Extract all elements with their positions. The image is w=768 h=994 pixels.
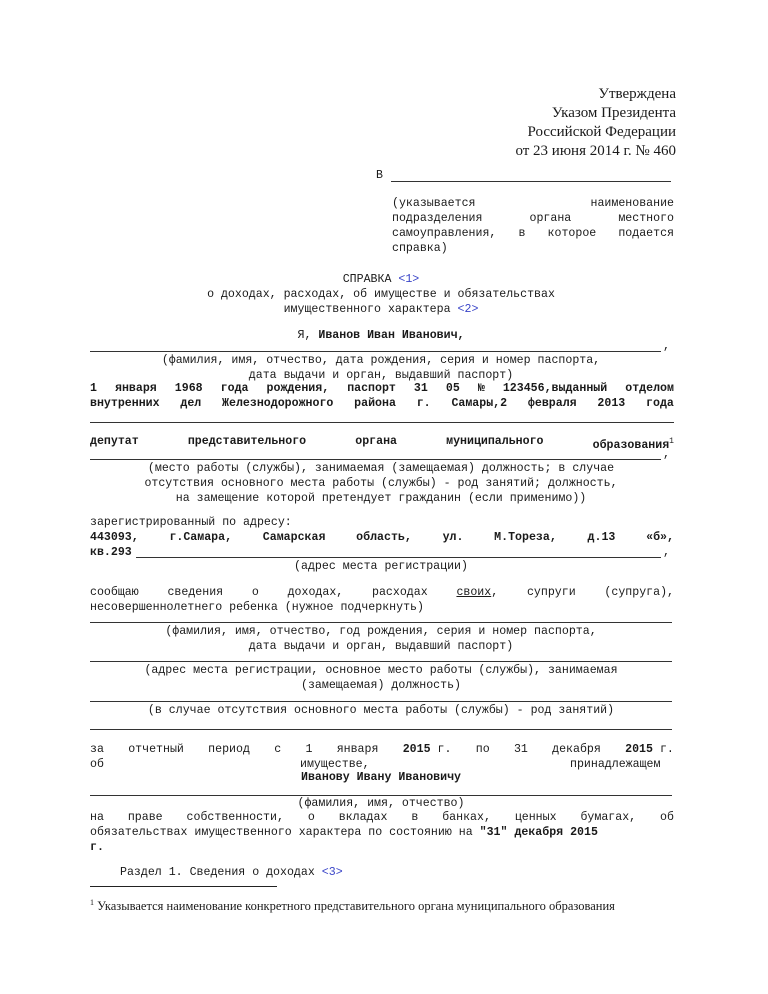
position-hint: (место работы (службы), занимаемая (замещаемая) должность; в случае отсутствия основного места работы (службы) - род занятий; должность, на замещение которой претендует гражданин (если применимо)) <box>144 462 618 505</box>
address-hint: (адрес места регистрации) <box>294 560 468 573</box>
section-1-heading: Раздел 1. Сведения о доходах <3> <box>120 866 343 879</box>
footnote-separator <box>90 886 277 887</box>
period-property: имуществе, <box>300 758 370 771</box>
address-line: 443093, г.Самара, Самарская область, ул. М.Тореза, д.13 «б», <box>90 531 674 544</box>
report-line-1: сообщаю сведения о доходах, расходах своих, супруги (супруга), <box>90 586 674 599</box>
report-date-day: "31" <box>479 826 508 839</box>
document-title <box>90 272 672 317</box>
footnote-ref-sup: 1 <box>669 437 674 446</box>
report-line-c <box>90 701 672 702</box>
ownership-line-b: обязательствах имущественного характера по состоянию на "31" декабря 2015 <box>90 826 598 839</box>
report-line-2: несовершеннолетнего ребенка (нужное подчеркнуть) <box>90 601 424 614</box>
approval-line-2: Указом Президента <box>551 105 676 121</box>
own-underlined: своих <box>456 586 492 599</box>
recipient-line <box>391 181 671 182</box>
title-ref-1-link[interactable]: <1> <box>398 273 420 286</box>
position-line: депутат представительного органа муниципального образования$^1$ <box>90 435 674 452</box>
owner-name: Иванову Ивану Ивановичу <box>300 771 462 784</box>
footnote-text: Указывается наименование конкретного представительного органа муниципального образования <box>97 899 615 914</box>
report-date-rest: декабря 2015 <box>514 826 598 839</box>
person-comma: , <box>663 340 670 353</box>
person-issue-line: внутренних дел Железнодорожного района г. Самары,2 февраля 2013 года <box>90 397 674 410</box>
address-label: зарегистрированный по адресу: <box>90 516 292 529</box>
person-hint: (фамилия, имя, отчество, дата рождения, серия и номер паспорта, дата выдачи и орган, выдавший паспорт) <box>161 354 601 382</box>
approval-block <box>376 85 676 161</box>
title-line-2: о доходах, расходах, об имуществе и обязательствах <box>207 288 555 301</box>
title-word: СПРАВКА <box>342 273 392 286</box>
person-name-line: Я, Иванов Иван Иванович, <box>297 329 465 342</box>
approval-line-3: Российской Федерации <box>527 124 676 140</box>
person-name: Иванов Иван Иванович, <box>318 329 465 342</box>
recipient-prefix: В <box>376 169 383 182</box>
section-ref-3-link[interactable]: <3> <box>321 866 343 879</box>
person-birth-line: 1 января 1968 года рождения, паспорт 31 05 № 123456,выданный отделом <box>90 382 674 395</box>
approval-line-1: Утверждена <box>598 86 676 102</box>
position-comma: , <box>663 448 670 461</box>
report-hint-a: (фамилия, имя, отчество, год рождения, серия и номер паспорта, дата выдачи и орган, выдавший паспорт) <box>165 625 597 653</box>
title-line-3: имущественного характера <box>283 303 451 316</box>
ownership-line-a: на праве собственности, о вкладах в банках, ценных бумагах, об <box>90 811 674 824</box>
position-underline <box>90 459 661 460</box>
person-extra-line <box>90 422 674 423</box>
period-belongs: принадлежащем <box>570 758 661 771</box>
period-line: за отчетный период с 1 января 2015 г. по 31 декабря 2015 г. <box>90 743 674 756</box>
person-name-underline <box>90 351 661 352</box>
report-date-g: г. <box>90 841 104 854</box>
title-ref-2-link[interactable]: <2> <box>457 303 479 316</box>
owner-hint: (фамилия, имя, отчество) <box>297 797 465 810</box>
footnote <box>90 898 615 914</box>
report-line-a <box>90 622 672 623</box>
report-line-d <box>90 729 672 730</box>
period-ob: об <box>90 758 104 771</box>
report-hint-c: (в случае отсутствия основного места работы (службы) - род занятий) <box>147 704 615 717</box>
address-comma: , <box>663 546 670 559</box>
approval-line-4: от 23 июня 2014 г. № 460 <box>515 143 676 159</box>
report-line-b <box>90 661 672 662</box>
report-hint-b: (адрес места регистрации, основное место работы (службы), занимаемая (замещаемая) должность) <box>144 664 618 692</box>
recipient-hint: (указывается наименование подразделения органа местного самоуправления, в которое подается справка) <box>392 197 674 255</box>
footnote-mark: 1 <box>90 898 94 907</box>
address-underline <box>136 557 661 558</box>
address-apartment: кв.293 <box>90 546 132 559</box>
